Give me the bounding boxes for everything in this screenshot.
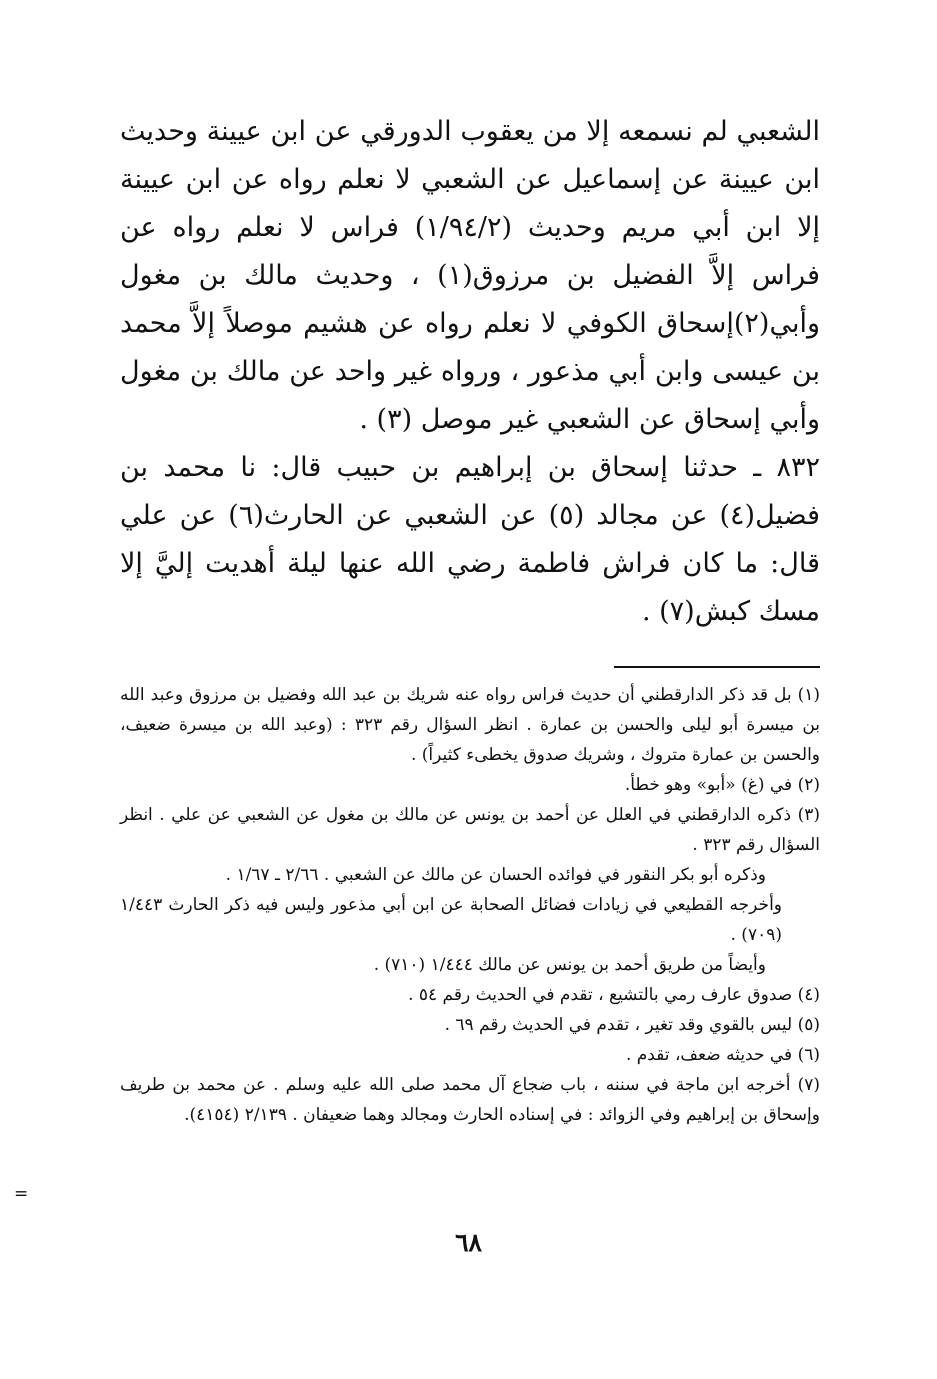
footnote-3-continuation: وذكره أبو بكر النقور في فوائده الحسان عن مالك عن الشعبي . ٢/٦٦ ـ ١/٦٧ . [225,865,766,885]
page-body [120,108,820,1130]
footnote-1: (١) بل قد ذكر الدارقطني أن حديث فراس رواه عنه شريك بن عبد الله وفضيل بن مرزوق وعبد الله بن ميسرة أبو ليلى والحسن بن عمارة . انظر السؤال رقم ٣٢٣ : (وعبد الله بن ميسرة ضعيف، والحسن بن عمارة متروك ، وشريك صدوق يخطىء كثيراً) . [120,685,820,765]
footnote-separator [614,666,820,668]
footnote-3: (٣) ذكره الدارقطني في العلل عن أحمد بن يونس عن مالك بن مغول عن الشعبي عن علي . انظر السؤال رقم ٣٢٣ . [120,805,820,855]
main-text [120,108,820,636]
footnote-5: (٥) ليس بالقوي وقد تغير ، تقدم في الحديث رقم ٦٩ . [444,1015,820,1035]
main-paragraph: الشعبي لم نسمعه إلا من يعقوب الدورقي عن ابن عيينة وحديث ابن عيينة عن إسماعيل عن الشعبي لا نعلم رواه عن ابن عيينة إلا ابن أبي مريم وحديث (١/٩٤/٢) فراس لا نعلم رواه عن فراس إلاَّ الفضيل بن مرزوق(١) ، وحديث مالك بن مغول وأبي(٢)إسحاق الكوفي لا نعلم رواه عن هشيم موصلاً إلاَّ محمد بن عيسى وابن أبي مذعور ، ورواه غير واحد عن مالك بن مغول وأبي إسحاق عن الشعبي غير موصل (٣) . [120,116,820,435]
page-number: ٦٨ [455,1228,482,1257]
footnote-2: (٢) في (غ) «أبو» وهو خطأ. [624,775,820,795]
footnote-7: (٧) أخرجه ابن ماجة في سننه ، باب ضجاع آل محمد صلى الله عليه وسلم . عن محمد بن طريف وإسحاق بن إبراهيم وفي الزوائد : في إسناده الحارث ومجالد وهما ضعيفان . ٢/١٣٩ (٤١٥٤). [120,1075,820,1125]
footnote-6: (٦) في حديثه ضعف، تقدم . [625,1045,820,1065]
hadith-832: ٨٣٢ ـ حدثنا إسحاق بن إبراهيم بن حبيب قال: نا محمد بن فضيل(٤) عن مجالد (٥) عن الشعبي عن الحارث(٦) عن علي قال: ما كان فراش فاطمة رضي الله عنها ليلة أهديت إليَّ إلا مسك كبش(٧) . [120,452,820,627]
footnotes [120,680,820,1130]
footnote-3-continuation: وأيضاً من طريق أحمد بن يونس عن مالك ١/٤٤٤ (٧١٠) . [373,955,766,975]
footnote-4: (٤) صدوق عارف رمي بالتشيع ، تقدم في الحديث رقم ٥٤ . [408,985,820,1005]
footnote-3-continuation: وأخرجه القطيعي في زيادات فضائل الصحابة عن ابن أبي مذعور وليس فيه ذكر الحارث ١/٤٤٣ (٧٠٩) . [120,895,782,945]
continuation-mark: = [14,1184,29,1204]
